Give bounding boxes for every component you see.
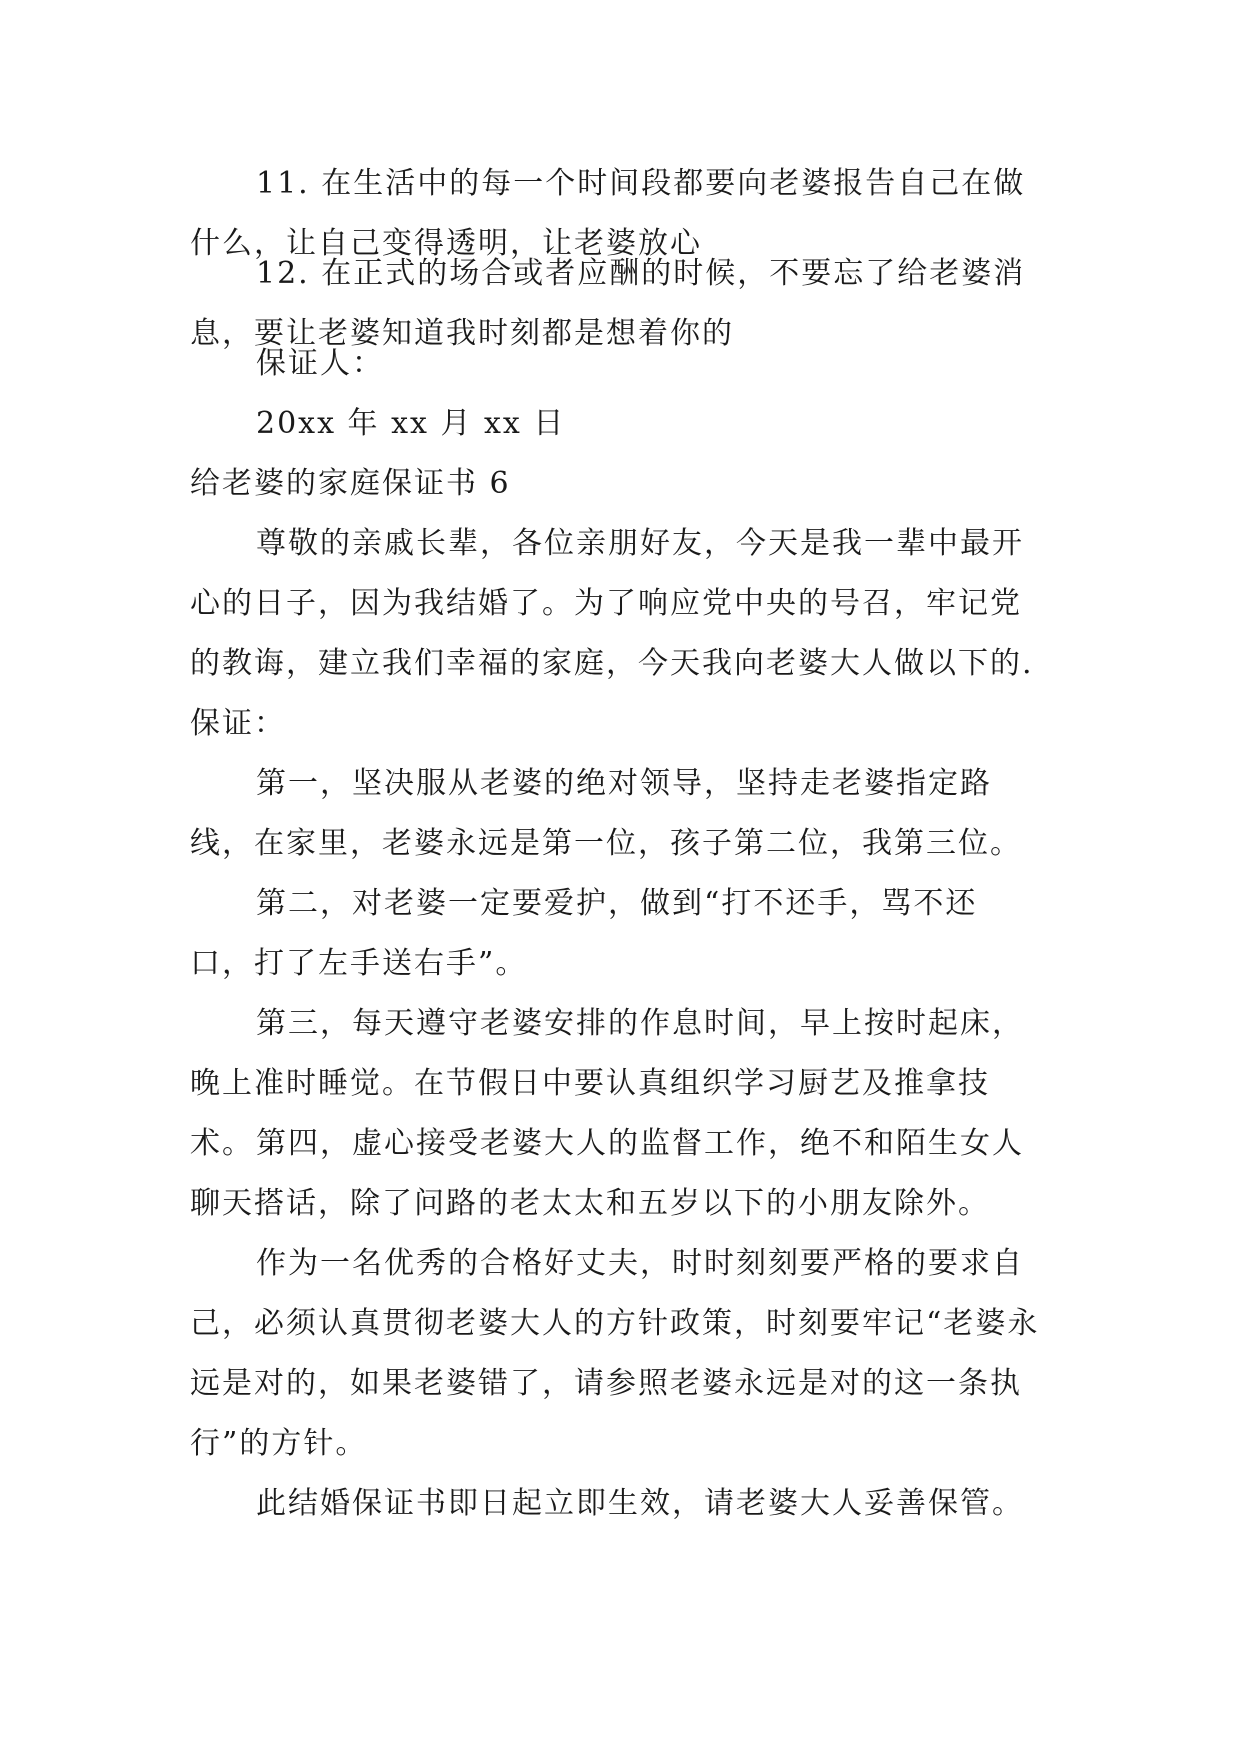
paragraph-second: 第二，对老婆一定要爱护，做到“打不还手，骂不还口，打了左手送右手”。 [190, 886, 978, 981]
paragraph-third: 第三，每天遵守老婆安排的作息时间，早上按时起床，晚上准时睡觉。在节假日中要认真组织学习厨艺及推拿技术。 [190, 1006, 1024, 1161]
paragraph-item-11: 11. 在生活中的每一个时间段都要向老婆报告自己在做什么，让自己变得透明，让老婆放心 [190, 166, 1026, 261]
paragraph-fourth: 第四，虚心接受老婆大人的监督工作，绝不和陌生女人聊天搭话，除了问路的老太太和五岁以下的小朋友除外。 [190, 1126, 1024, 1221]
guarantor-label: 保证人： [256, 346, 384, 381]
paragraph-item-12: 12. 在正式的场合或者应酬的时候，不要忘了给老婆消息，要让老婆知道我时刻都是想着你的 [190, 256, 1026, 351]
paragraph-summary: 作为一名优秀的合格好丈夫，时时刻刻要严格的要求自己，必须认真贯彻老婆大人的方针政策，时刻要牢记“老婆永远是对的，如果老婆错了，请参照老婆永远是对的这一条执行”的方针。 [190, 1246, 1040, 1461]
paragraph-opening: 尊敬的亲戚长辈，各位亲朋好友，今天是我一辈中最开心的日子，因为我结婚了。为了响应党中央的号召，牢记党的教诲，建立我们幸福的家庭，今天我向老婆大人做以下的.保证： [190, 526, 1034, 741]
section-title: 给老婆的家庭保证书 6 [190, 466, 511, 501]
paragraph-first: 第一，坚决服从老婆的绝对领导，坚持走老婆指定路线，在家里，老婆永远是第一位，孩子第二位，我第三位。 [190, 766, 1022, 861]
date-line: 20xx 年 xx 月 xx 日 [256, 406, 566, 441]
paragraph-closing: 此结婚保证书即日起立即生效，请老婆大人妥善保管。 [256, 1486, 1024, 1521]
